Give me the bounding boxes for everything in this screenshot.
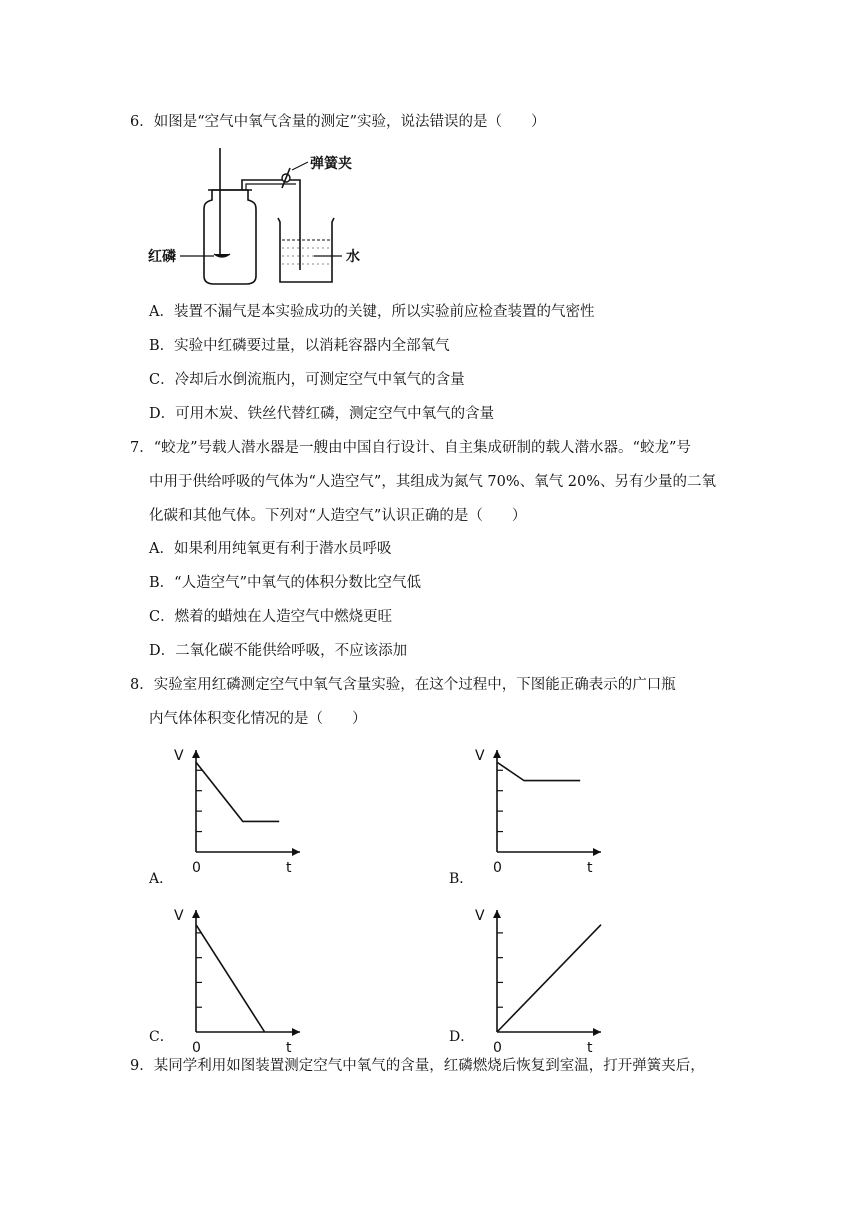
y-axis-arrow-icon xyxy=(192,910,200,918)
jar-outline xyxy=(204,190,256,284)
beaker-outline xyxy=(278,218,334,282)
graph-c xyxy=(170,896,310,1056)
y-axis-arrow-icon xyxy=(493,750,501,758)
q6-option-d: D．可用木炭、铁丝代替红磷，测定空气中氧气的含量 xyxy=(149,406,495,422)
clamp-icon xyxy=(282,168,290,188)
y-axis-arrow-icon xyxy=(493,910,501,918)
x-axis-label: t xyxy=(587,860,593,876)
q7-stem-line-2: 中用于供给呼吸的气体为“人造空气”，其组成为氮气 70%、氧气 20%、另有少量的二氧 xyxy=(149,474,716,490)
series-line xyxy=(497,762,580,780)
q7-option-c: C．燃着的蜡烛在人造空气中燃烧更旺 xyxy=(149,609,393,625)
q6-option-c: C．冷却后水倒流瓶内，可测定空气中氧气的含量 xyxy=(149,372,465,388)
graph-c-label: C． xyxy=(149,1029,174,1045)
series-line xyxy=(196,925,265,1032)
q9-stem: 9．某同学利用如图装置测定空气中氧气的含量，红磷燃烧后恢复到室温，打开弹簧夹后， xyxy=(130,1058,705,1074)
phosphorus-spoon xyxy=(214,254,230,257)
x-axis-label: t xyxy=(587,1040,593,1056)
q6-stem: 6．如图是“空气中氧气含量的测定”实验，说法错误的是（ ） xyxy=(130,114,546,130)
q6-option-b: B．实验中红磷要过量，以消耗容器内全部氧气 xyxy=(149,338,450,354)
graph-d xyxy=(471,896,611,1056)
q7-stem-line-3: 化碳和其他气体。下列对“人造空气”认识正确的是（ ） xyxy=(149,508,527,524)
label-phosphorus: 红磷 xyxy=(148,249,176,265)
y-axis-label: V xyxy=(475,748,485,764)
q6-option-a: A．装置不漏气是本实验成功的关键，所以实验前应检查装置的气密性 xyxy=(149,304,595,320)
delivery-tube xyxy=(242,180,300,270)
y-axis-arrow-icon xyxy=(192,750,200,758)
origin-label: 0 xyxy=(192,1040,201,1056)
graph-b xyxy=(471,736,611,876)
y-axis-label: V xyxy=(475,908,485,924)
origin-label: 0 xyxy=(192,860,201,876)
graph-b-label: B． xyxy=(449,871,474,887)
q7-option-a: A．如果利用纯氧更有利于潜水员呼吸 xyxy=(149,541,392,557)
q8-stem-line-2: 内气体体积变化情况的是（ ） xyxy=(149,711,367,727)
x-axis-arrow-icon xyxy=(593,848,601,856)
y-axis-label: V xyxy=(174,908,184,924)
graph-a xyxy=(170,736,310,876)
x-axis-arrow-icon xyxy=(593,1028,601,1036)
series-line xyxy=(497,925,601,1032)
q8-stem-line-1: 8．实验室用红磷测定空气中氧气含量实验，在这个过程中，下图能正确表示的广口瓶 xyxy=(130,677,676,693)
graph-axes xyxy=(174,908,300,1056)
q7-stem-line-1: 7．“蛟龙”号载人潜水器是一艘由中国自行设计、自主集成研制的载人潜水器。“蛟龙”号 xyxy=(130,440,691,456)
x-axis-label: t xyxy=(286,860,292,876)
q7-option-d: D．二氧化碳不能供给呼吸，不应该添加 xyxy=(149,643,408,659)
graph-d-label: D． xyxy=(449,1029,475,1045)
apparatus-figure xyxy=(146,144,376,294)
origin-label: 0 xyxy=(493,1040,502,1056)
origin-label: 0 xyxy=(493,860,502,876)
q7-option-b: B．“人造空气”中氧气的体积分数比空气低 xyxy=(149,575,421,591)
y-axis-label: V xyxy=(174,748,184,764)
label-water: 水 xyxy=(346,249,360,265)
x-axis-arrow-icon xyxy=(292,848,300,856)
graph-axes xyxy=(174,748,300,876)
label-clamp: 弹簧夹 xyxy=(310,156,352,172)
x-axis-label: t xyxy=(286,1040,292,1056)
graph-a-label: A． xyxy=(149,871,174,887)
series-line xyxy=(196,762,279,821)
graph-axes xyxy=(475,748,601,876)
x-axis-arrow-icon xyxy=(292,1028,300,1036)
graph-axes xyxy=(475,908,601,1056)
